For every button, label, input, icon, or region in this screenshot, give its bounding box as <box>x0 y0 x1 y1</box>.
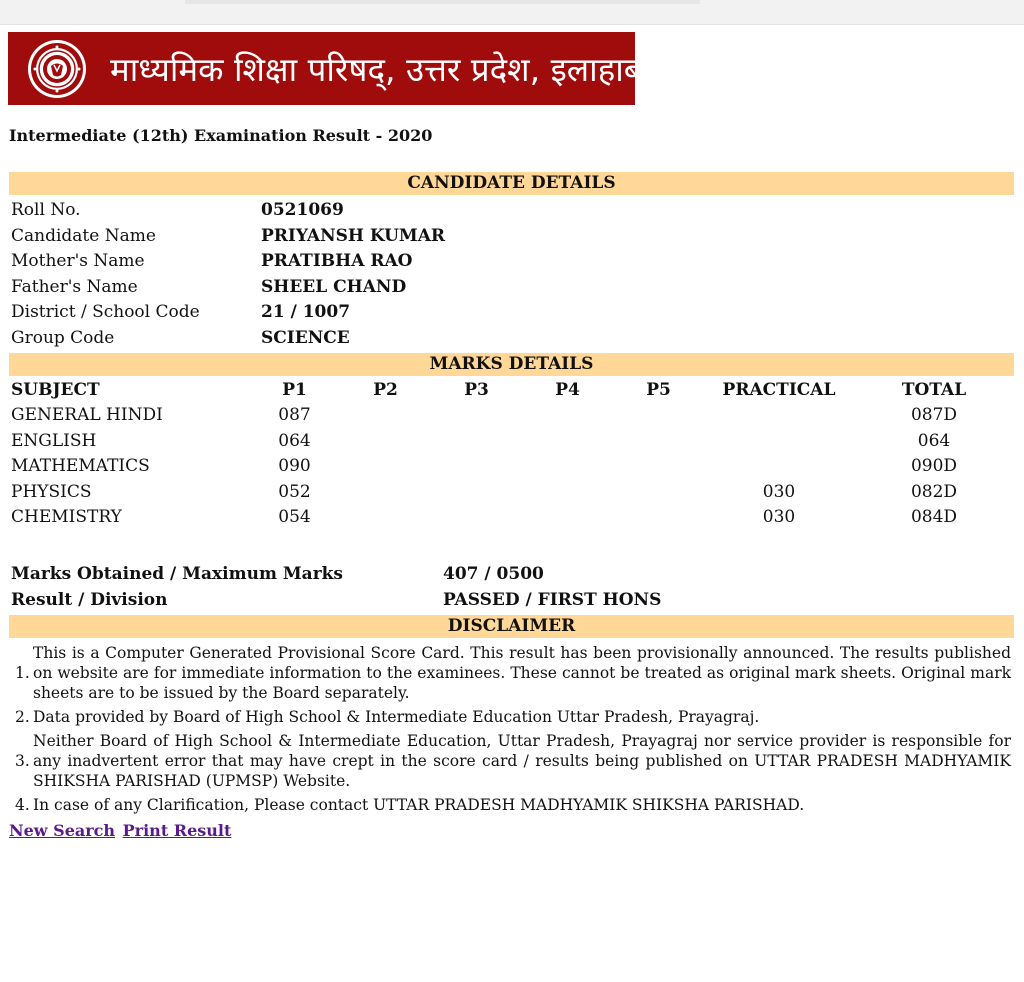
item-number: 1. <box>15 664 30 682</box>
practical-cell: 030 <box>762 507 796 528</box>
column-header: PRACTICAL <box>722 379 836 400</box>
field-label: District / School Code <box>11 302 200 322</box>
field-value: SCIENCE <box>261 327 350 348</box>
total-cell: 087D <box>910 405 958 426</box>
result-division-label: Result / Division <box>11 590 168 610</box>
field-value: SHEEL CHAND <box>261 276 407 297</box>
field-label: Mother's Name <box>11 251 145 271</box>
table-row <box>9 454 1014 480</box>
p5-cell <box>613 403 704 429</box>
subject-cell: GENERAL HINDI <box>11 405 163 426</box>
item-number: 2. <box>15 708 30 726</box>
disclaimer-item <box>15 731 1011 791</box>
p4-cell <box>522 454 613 480</box>
column-header: P2 <box>373 379 398 400</box>
p1-cell: 052 <box>278 481 311 502</box>
disclaimer-item <box>15 643 1011 703</box>
result-division-row <box>11 587 662 613</box>
column-header: SUBJECT <box>11 379 100 400</box>
p4-cell <box>522 479 613 505</box>
column-header: P1 <box>282 379 307 400</box>
practical-cell: 030 <box>762 481 796 502</box>
field-label: Group Code <box>11 327 115 348</box>
p5-cell <box>613 454 704 480</box>
p4-cell <box>522 505 613 531</box>
item-number: 4. <box>15 796 30 814</box>
candidate-details-header: CANDIDATE DETAILS <box>9 172 1014 195</box>
new-search-link[interactable]: New Search <box>9 821 116 840</box>
p4-cell <box>522 403 613 429</box>
p1-cell: 054 <box>278 507 311 528</box>
field-value: 0521069 <box>261 200 344 220</box>
marks-obtained-row <box>11 561 544 587</box>
item-text: Neither Board of High School & Intermediate Education, Uttar Pradesh, Prayagraj nor service provider is responsible for any inadvertent error that may have crept in the score card / results being published on UTTAR PRADESH MADHYAMIK SHIKSHA PARISHAD (UPMSP) Website. <box>33 732 1011 790</box>
p1-cell: 090 <box>278 456 311 477</box>
p2-cell <box>340 479 431 505</box>
up-government-emblem-icon <box>27 39 87 99</box>
p5-cell <box>613 505 704 531</box>
column-header: TOTAL <box>901 379 967 400</box>
p1-cell: 064 <box>278 430 311 451</box>
p5-cell <box>613 479 704 505</box>
p2-cell <box>340 428 431 454</box>
column-header: P5 <box>646 379 671 400</box>
disclaimer-header: DISCLAIMER <box>9 615 1014 638</box>
p2-cell <box>340 454 431 480</box>
practical-cell <box>704 403 854 429</box>
marks-obtained-value: 407 / 0500 <box>443 564 544 584</box>
marks-table <box>9 377 1014 530</box>
field-value: 21 / 1007 <box>261 302 351 322</box>
p3-cell <box>431 454 522 480</box>
browser-top-bar <box>0 0 1024 25</box>
p2-cell <box>340 505 431 531</box>
p1-cell: 087 <box>278 405 311 426</box>
print-result-link[interactable]: Print Result <box>122 821 232 840</box>
practical-cell <box>704 454 854 480</box>
p2-cell <box>340 403 431 429</box>
disclaimer-item <box>15 795 1011 815</box>
field-label: Roll No. <box>11 200 81 220</box>
header-banner <box>8 32 669 105</box>
marks-header-row <box>9 377 1014 403</box>
column-header: P3 <box>464 379 489 400</box>
table-row <box>9 479 1014 505</box>
item-text: This is a Computer Generated Provisional Score Card. This result has been provisionally announced. The results published on website are for immediate information to the examinees. These cannot be treated as original mark sheets. Original mark sheets are to be issued by the Board separately. <box>33 644 1011 702</box>
p3-cell <box>431 403 522 429</box>
action-links <box>9 821 233 840</box>
field-value: PRIYANSH KUMAR <box>261 225 446 246</box>
total-cell: 082D <box>910 481 958 502</box>
subject-cell: CHEMISTRY <box>11 507 122 528</box>
p5-cell <box>613 428 704 454</box>
field-label: Father's Name <box>11 276 138 297</box>
table-row <box>9 403 1014 429</box>
column-header: P4 <box>555 379 580 400</box>
practical-cell <box>704 428 854 454</box>
item-text: In case of any Clarification, Please contact UTTAR PRADESH MADHYAMIK SHIKSHA PARISHAD. <box>33 796 805 814</box>
marks-obtained-label: Marks Obtained / Maximum Marks <box>11 564 344 584</box>
disclaimer-list <box>15 643 1011 819</box>
subject-cell: PHYSICS <box>11 481 92 502</box>
disclaimer-item <box>15 707 1011 727</box>
board-name-hindi: माध्यमिक शिक्षा परिषद्, उत्तर प्रदेश, इलाहाबाद <box>110 50 669 89</box>
total-cell: 090D <box>910 456 958 477</box>
table-row <box>9 505 1014 531</box>
p3-cell <box>431 505 522 531</box>
marks-details-header: MARKS DETAILS <box>9 353 1014 376</box>
item-number: 3. <box>15 752 30 770</box>
field-label: Candidate Name <box>11 225 156 246</box>
total-cell: 064 <box>917 430 951 451</box>
p4-cell <box>522 428 613 454</box>
exam-title: Intermediate (12th) Examination Result - 2020 <box>9 126 433 145</box>
subject-cell: ENGLISH <box>11 430 97 451</box>
p3-cell <box>431 428 522 454</box>
table-row <box>9 428 1014 454</box>
result-division-value: PASSED / FIRST HONS <box>443 590 662 610</box>
item-text: Data provided by Board of High School & Intermediate Education Uttar Pradesh, Prayagraj. <box>33 708 760 726</box>
address-bar-shadow <box>185 0 700 4</box>
p3-cell <box>431 479 522 505</box>
total-cell: 084D <box>910 507 958 528</box>
subject-cell: MATHEMATICS <box>11 456 150 477</box>
field-value: PRATIBHA RAO <box>261 251 413 271</box>
